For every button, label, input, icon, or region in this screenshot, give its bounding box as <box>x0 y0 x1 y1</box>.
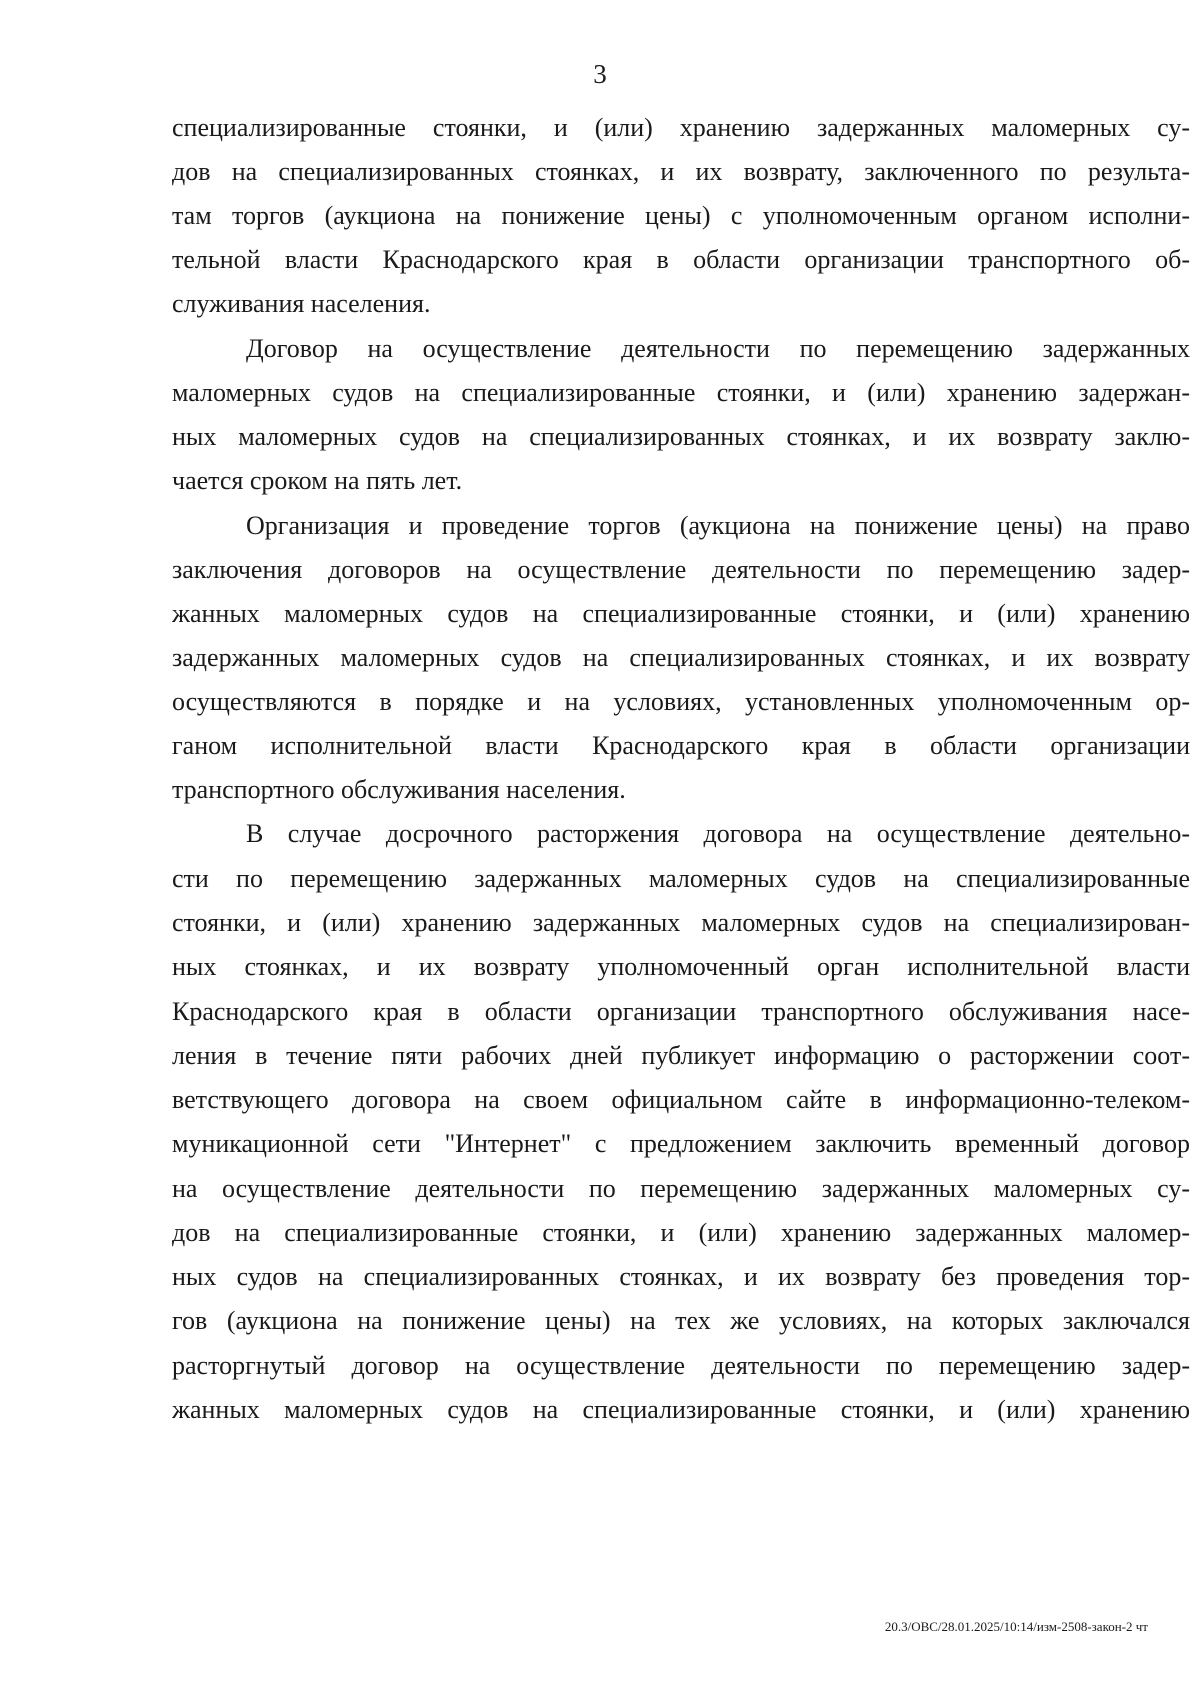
text-line: на осуществление деятельности по перемещению задержанных маломерных су- <box>172 1174 1190 1203</box>
text-line: ных судов на специализированных стоянках, и их возврату без проведения тор- <box>172 1262 1190 1291</box>
text-line: там торгов (аукциона на понижение цены) с уполномоченным органом исполни- <box>172 201 1190 230</box>
text-line: ления в течение пяти рабочих дней публикует информацию о расторжении соот- <box>172 1041 1190 1070</box>
text-line: задержанных маломерных судов на специализированных стоянках, и их возврату <box>172 643 1190 672</box>
text-line: специализированные стоянки, и (или) хранению задержанных маломерных су- <box>172 113 1190 142</box>
text-line: тельной власти Краснодарского края в области организации транспортного об- <box>172 245 1190 274</box>
paragraph-first-line: В случае досрочного расторжения договора на осуществление деятельно- <box>246 819 1190 848</box>
text-line: жанных маломерных судов на специализированные стоянки, и (или) хранению <box>172 599 1190 628</box>
text-line: ганом исполнительной власти Краснодарского края в области организации <box>172 731 1190 760</box>
text-line: служивания населения. <box>172 289 431 318</box>
text-line: жанных маломерных судов на специализированные стоянки, и (или) хранению <box>172 1395 1190 1424</box>
text-line: заключения договоров на осуществление деятельности по перемещению задер- <box>172 555 1190 584</box>
text-line: муникационной сети "Интернет" с предложением заключить временный договор <box>172 1129 1190 1158</box>
paragraph-first-line: Договор на осуществление деятельности по перемещению задержанных <box>246 334 1190 363</box>
document-footer-code: 20.3/ОВС/28.01.2025/10:14/изм-2508-закон-2 чт <box>884 1619 1148 1634</box>
text-line: транспортного обслуживания населения. <box>172 775 626 804</box>
text-line: сти по перемещению задержанных маломерных судов на специализированные <box>172 864 1190 893</box>
text-line: Краснодарского края в области организации транспортного обслуживания насе- <box>172 997 1190 1026</box>
text-line: стоянки, и (или) хранению задержанных маломерных судов на специализирован- <box>172 908 1190 937</box>
text-line: осуществляются в порядке и на условиях, установленных уполномоченным ор- <box>172 687 1190 716</box>
text-line: расторгнутый договор на осуществление деятельности по перемещению задер- <box>172 1351 1190 1380</box>
text-line: чается сроком на пять лет. <box>172 466 463 495</box>
text-line: ных маломерных судов на специализированных стоянках, и их возврату заклю- <box>172 422 1190 451</box>
text-line: дов на специализированных стоянках, и их возврату, заключенного по результа- <box>172 157 1190 186</box>
page-number: 3 <box>593 59 607 89</box>
text-line: гов (аукциона на понижение цены) на тех же условиях, на которых заключался <box>172 1306 1190 1335</box>
text-line: дов на специализированные стоянки, и (или) хранению задержанных маломер- <box>172 1218 1190 1247</box>
paragraph-first-line: Организация и проведение торгов (аукциона на понижение цены) на право <box>246 511 1190 540</box>
text-line: ных стоянках, и их возврату уполномоченный орган исполнительной власти <box>172 952 1190 981</box>
text-line: маломерных судов на специализированные стоянки, и (или) хранению задержан- <box>172 378 1190 407</box>
text-line: ветствующего договора на своем официальном сайте в информационно-телеком- <box>172 1085 1190 1114</box>
